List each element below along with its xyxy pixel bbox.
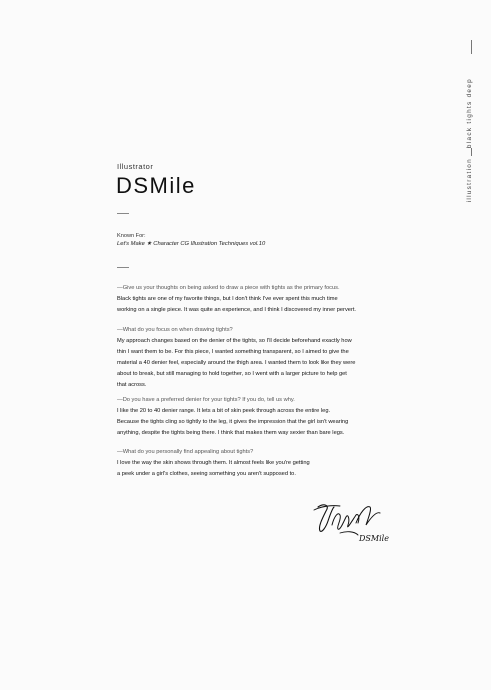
artist-role: Illustrator (117, 162, 154, 171)
answer-line: Black tights are one of my favorite things, but I don't think I've ever spent this much time (117, 296, 338, 302)
answer-line: material a 40 denier feel, especially around the thigh area. I wanted them to look like they were (117, 360, 356, 366)
answer-line: anything, despite the tights being there. I think that makes them way sexier than bare legs. (117, 430, 345, 436)
qa-block-2 (117, 325, 407, 391)
answer-line: I love the way the skin shows through them. It almost feels like you're getting (117, 460, 310, 466)
answer-line: My approach changes based on the denier of the tights, so I'll decide beforehand exactly how (117, 338, 352, 344)
signature-text: DSMile (359, 534, 389, 543)
answer-line: Because the tights cling so tightly to the leg, it gives the impression that the girl isn't wearing (117, 419, 349, 425)
answer-line: that across. (117, 382, 147, 388)
qa-block-4 (117, 447, 407, 480)
question: —What do you personally find appealing about tights? (117, 449, 254, 455)
divider (117, 267, 129, 268)
side-tab-divider (471, 148, 472, 156)
known-for-label: Known For: (117, 233, 146, 239)
answer-line: about to break, but still managing to hold together, so I went with a larger picture to help get (117, 371, 347, 377)
qa-block-1 (117, 283, 407, 316)
qa-block-3 (117, 395, 407, 439)
artist-name: DSMile (116, 173, 196, 198)
answer-line: working on a single piece. It was quite an experience, and I think I discovered my inner pervert. (117, 307, 357, 313)
signature (310, 497, 390, 549)
side-tab-divider (471, 40, 472, 54)
answer-line: I like the 20 to 40 denier range. It lets a bit of skin peek through across the entire leg. (117, 408, 331, 414)
side-tab (466, 40, 478, 210)
answer-line: thin I want them to be. For this piece, I wanted something transparent, so I aimed to give the (117, 349, 349, 355)
question: —Give us your thoughts on being asked to draw a piece with tights as the primary focus. (117, 285, 340, 291)
question: —What do you focus on when drawing tights? (117, 327, 233, 333)
answer-line: a peek under a girl's clothes, seeing something you aren't supposed to. (117, 471, 296, 477)
question: —Do you have a preferred denier for your tights? If you do, tell us why. (117, 397, 295, 403)
known-for-title: Let's Make ★ Character CG Illustration Techniques vol.10 (117, 241, 266, 247)
divider (117, 213, 129, 214)
side-tab-theme: black tights deep (466, 78, 473, 149)
side-tab-category: illustration (466, 158, 473, 203)
